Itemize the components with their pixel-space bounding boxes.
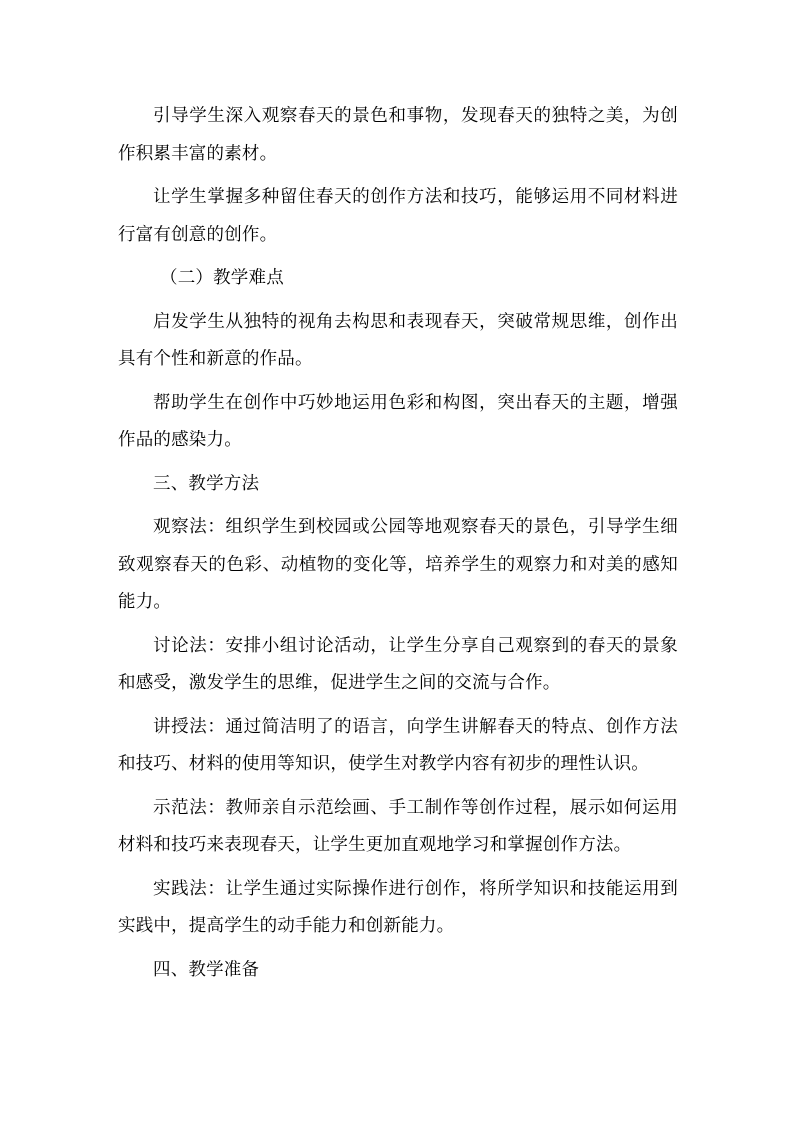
paragraph-text: ：组织学生到校园或公园等地观察春天的景色，引导学生细致观察春天的色彩、动植物的变化等，培养学生的观察力和对美的感知能力。 bbox=[118, 517, 678, 612]
paragraph-method-lecture bbox=[118, 709, 678, 784]
method-label: 示范法 bbox=[153, 797, 208, 818]
paragraph-difficulty-perspective bbox=[118, 304, 678, 379]
heading-text: （二）教学难点 bbox=[160, 268, 284, 288]
paragraph-text: ：教师亲自示范绘画、手工制作等创作过程，展示如何运用材料和技巧来表现春天，让学生更加直观地学习和掌握创作方法。 bbox=[118, 797, 678, 855]
paragraph-text: ：让学生通过实际操作进行创作，将所学知识和技能运用到实践中，提高学生的动手能力和创新能力。 bbox=[118, 878, 678, 936]
paragraph-method-goal bbox=[118, 179, 678, 254]
document-body bbox=[118, 98, 678, 995]
method-label: 观察法 bbox=[153, 517, 208, 537]
method-label: 实践法 bbox=[153, 878, 208, 899]
paragraph-method-observation bbox=[118, 509, 678, 622]
paragraph-method-practice bbox=[118, 871, 678, 946]
paragraph-text: 帮助学生在创作中巧妙地运用色彩和构图，突出春天的主题，增强作品的感染力。 bbox=[118, 392, 678, 450]
paragraph-text: 启发学生从独特的视角去构思和表现春天，突破常规思维，创作出具有个性和新意的作品。 bbox=[118, 311, 678, 369]
paragraph-observe-goal bbox=[118, 98, 678, 173]
section-heading-preparation bbox=[118, 952, 678, 990]
method-label: 讲授法 bbox=[153, 716, 208, 737]
paragraph-difficulty-color bbox=[118, 385, 678, 460]
paragraph-text: ：安排小组讨论活动，让学生分享自己观察到的春天的景象和感受，激发学生的思维，促进学生之间的交流与合作。 bbox=[118, 635, 678, 693]
section-heading-methods bbox=[118, 466, 678, 504]
heading-text: 四、教学准备 bbox=[153, 959, 260, 980]
paragraph-text: 让学生掌握多种留住春天的创作方法和技巧，能够运用不同材料进行富有创意的创作。 bbox=[118, 187, 678, 245]
paragraph-text: 引导学生深入观察春天的景色和事物，发现春天的独特之美，为创作积累丰富的素材。 bbox=[118, 106, 678, 164]
heading-text: 三、教学方法 bbox=[153, 473, 260, 494]
paragraph-method-demonstration bbox=[118, 790, 678, 865]
paragraph-method-discussion bbox=[118, 628, 678, 703]
section-heading-difficulties bbox=[118, 260, 678, 298]
paragraph-text: ：通过简洁明了的语言，向学生讲解春天的特点、创作方法和技巧、材料的使用等知识，使学生对教学内容有初步的理性认识。 bbox=[118, 716, 678, 774]
method-label: 讨论法 bbox=[153, 635, 208, 656]
